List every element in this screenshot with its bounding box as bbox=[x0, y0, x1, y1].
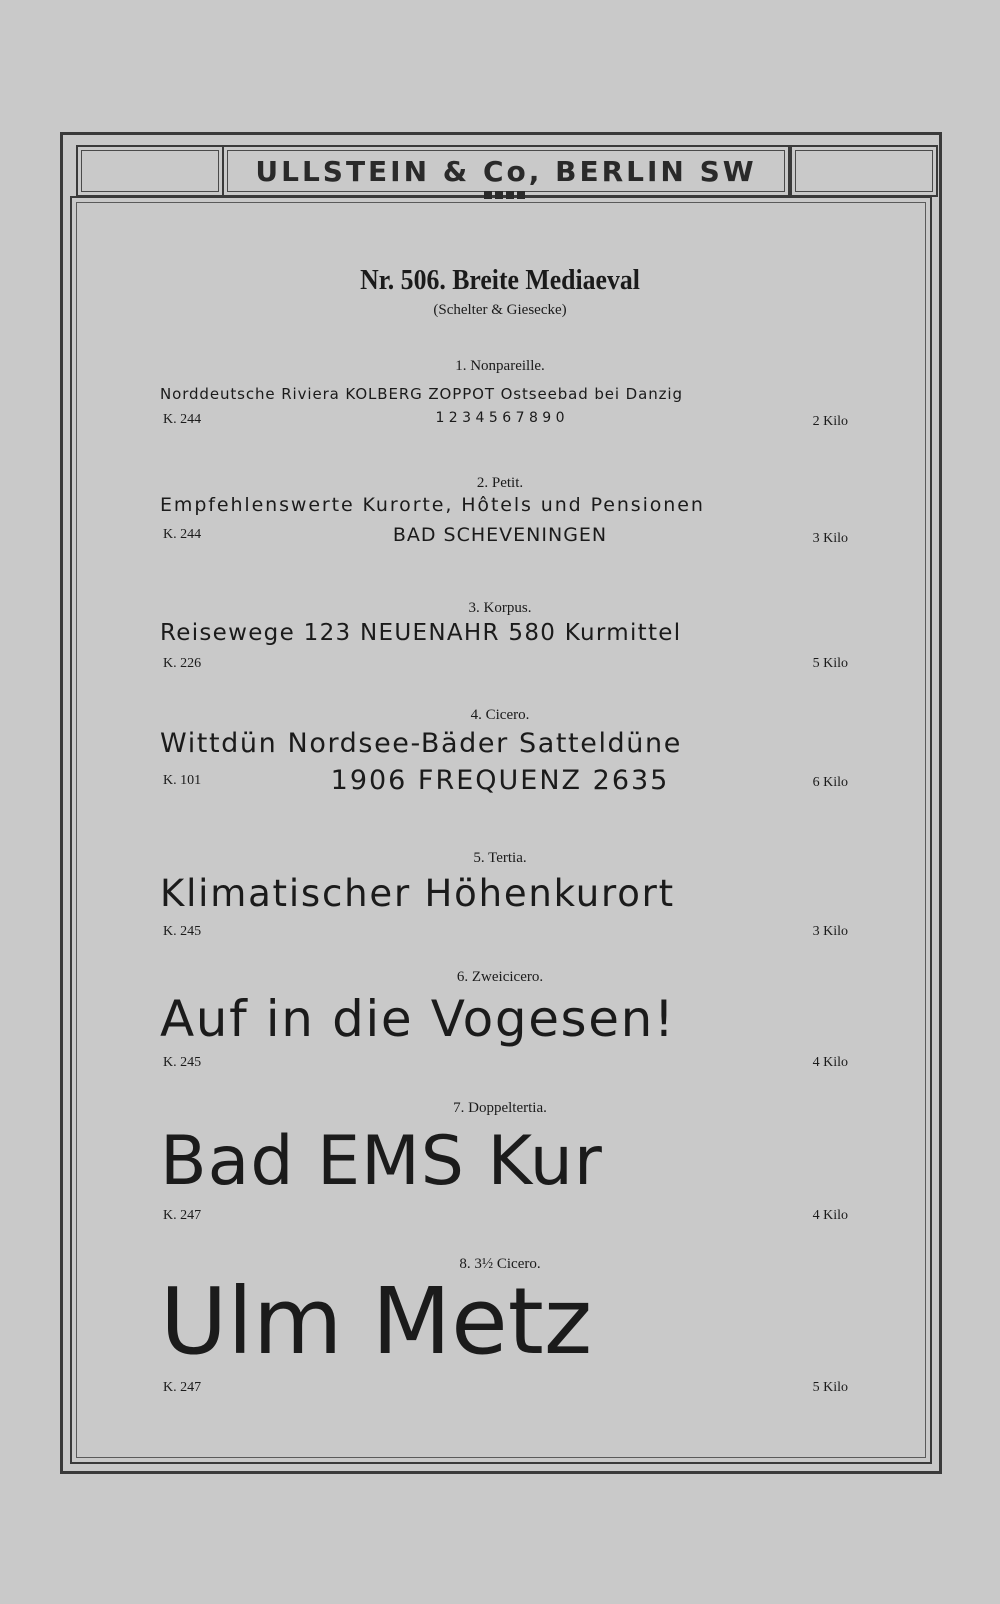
section-label: 4. Cicero. bbox=[470, 707, 530, 723]
weight-label: 4 Kilo bbox=[812, 1208, 848, 1223]
specimen-text: Norddeutsche Riviera KOLBERG ZOPPOT Ostseebad bei Danzig bbox=[160, 385, 683, 403]
k-number: K. 247 bbox=[163, 1380, 202, 1395]
header-box-left bbox=[76, 145, 224, 197]
weight-label: 3 Kilo bbox=[812, 531, 848, 546]
weight-label: 5 Kilo bbox=[812, 1380, 848, 1395]
specimen-text: 1906 FREQUENZ 2635 bbox=[330, 765, 670, 796]
specimen-text: Klimatischer Höhenkurort bbox=[160, 872, 675, 915]
page-title: Nr. 506. Breite Mediaeval bbox=[360, 265, 640, 296]
section-label: 8. 3½ Cicero. bbox=[459, 1256, 541, 1272]
specimen-text: Ulm Metz bbox=[160, 1268, 593, 1375]
weight-label: 3 Kilo bbox=[812, 924, 848, 939]
specimen-text: Reisewege 123 NEUENAHR 580 Kurmittel bbox=[160, 620, 682, 646]
section-label: 3. Korpus. bbox=[468, 600, 532, 616]
weight-label: 2 Kilo bbox=[812, 414, 848, 429]
k-number: K. 226 bbox=[163, 656, 202, 671]
specimen-text: Wittdün Nordsee-Bäder Satteldüne bbox=[160, 728, 682, 759]
k-number: K. 247 bbox=[163, 1208, 202, 1223]
section-label: 7. Doppeltertia. bbox=[453, 1100, 547, 1116]
section-label: 6. Zweicicero. bbox=[456, 969, 544, 985]
k-number: K. 244 bbox=[163, 527, 202, 542]
weight-label: 5 Kilo bbox=[812, 656, 848, 671]
weight-label: 6 Kilo bbox=[812, 775, 848, 790]
k-number: K. 245 bbox=[163, 924, 202, 939]
weight-label: 4 Kilo bbox=[812, 1055, 848, 1070]
publisher-header: ULLSTEIN & Co, BERLIN SW bbox=[255, 154, 757, 188]
specimen-line bbox=[160, 385, 848, 403]
section-label: 5. Tertia. bbox=[473, 850, 527, 866]
specimen-text: Empfehlenswerte Kurorte, Hôtels und Pensionen bbox=[160, 494, 705, 516]
section-label: 1. Nonpareille. bbox=[455, 358, 545, 374]
ornament bbox=[484, 191, 525, 199]
specimen-text: Auf in die Vogesen! bbox=[160, 990, 676, 1048]
specimen-figures: 1 2 3 4 5 6 7 8 9 0 bbox=[435, 410, 565, 426]
header-box-right bbox=[790, 145, 938, 197]
specimen-text: BAD SCHEVENINGEN bbox=[392, 524, 608, 546]
specimen-text: Bad EMS Kur bbox=[160, 1122, 603, 1201]
k-number: K. 244 bbox=[163, 412, 202, 427]
k-number: K. 245 bbox=[163, 1055, 202, 1070]
page-subtitle: (Schelter & Giesecke) bbox=[433, 302, 567, 318]
section-label: 2. Petit. bbox=[476, 475, 524, 491]
k-number: K. 101 bbox=[163, 773, 202, 788]
